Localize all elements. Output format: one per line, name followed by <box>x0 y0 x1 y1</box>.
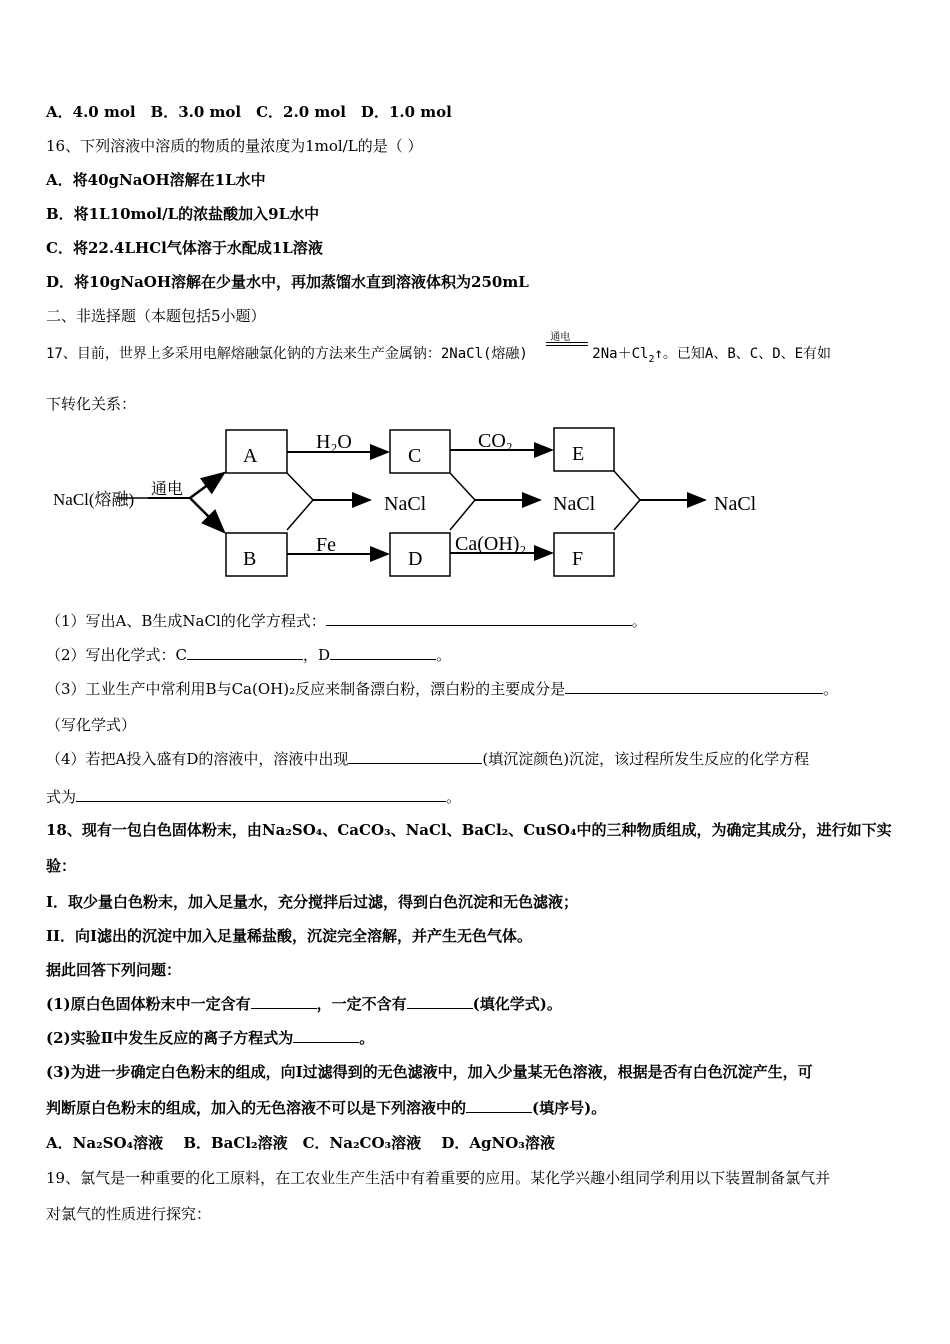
q18-step1: I．取少量白色粉末，加入足量水，充分搅拌后过滤，得到白色沉淀和无色滤液； <box>46 893 579 911</box>
q17-part4-cont <box>46 787 461 807</box>
q16-option-c: C．将22.4LHCl气体溶于水配成1L溶液 <box>46 239 323 257</box>
q18-p2-text: (2)实验Ⅱ中发生反应的离子方程式为 <box>46 1029 294 1047</box>
start-condition: 通电 <box>151 481 184 498</box>
q18-part2 <box>46 1028 374 1048</box>
answer-blank[interactable] <box>565 679 823 694</box>
answer-blank-color[interactable] <box>348 749 482 764</box>
product-nacl-3: NaCl <box>714 493 757 515</box>
q18-p3-text-2: (填序号)。 <box>532 1099 607 1117</box>
answer-blank[interactable] <box>251 994 317 1009</box>
answer-blank-c[interactable] <box>187 645 303 660</box>
reaction-condition <box>536 332 592 364</box>
q17-stem-text: 17、目前，世界上多采用电解熔融氯化钠的方法来生产金属钠：2NaCl(熔融) <box>46 346 528 362</box>
q18-p1-text-2: ，一定不含有 <box>316 995 407 1013</box>
q17-p4-text: （4）若把A投入盛有D的溶液中，溶液中出现 <box>46 750 349 768</box>
q18-part3: (3)为进一步确定白色粉末的组成，向Ⅰ过滤得到的无色滤液中，加入少量某无色溶液，根据是否有白色沉淀产生，可 <box>46 1063 813 1081</box>
q17-products: 2Na＋Cl <box>592 346 649 362</box>
label-e: E <box>572 443 585 465</box>
answer-blank-d[interactable] <box>330 645 436 660</box>
product-nacl-2: NaCl <box>553 493 596 515</box>
product-nacl-1: NaCl <box>384 493 427 515</box>
q17-part1 <box>46 611 647 631</box>
condition-label: 通电 <box>550 332 571 343</box>
q16-option-d: D．将10gNaOH溶解在少量水中，再加蒸馏水直到溶液体积为250mL <box>46 273 529 291</box>
reagent-co2: CO₂ <box>478 430 513 452</box>
q17-part2 <box>46 645 451 665</box>
q17-p2-text: （2）写出化学式：C <box>46 646 188 664</box>
q18-step2: II．向Ⅰ滤出的沉淀中加入足量稀盐酸，沉淀完全溶解，并产生无色气体。 <box>46 927 533 945</box>
label-d: D <box>408 548 423 570</box>
q18-p3-text: 判断原白色粉末的组成，加入的无色溶液不可以是下列溶液中的 <box>46 1099 467 1117</box>
q18-stem-2: 验： <box>46 857 77 875</box>
q16-option-b: B．将1L10mol/L的浓盐酸加入9L水中 <box>46 205 320 223</box>
q17-p1-text: （1）写出A、B生成NaCl的化学方程式： <box>46 612 326 630</box>
q15-options: A．4.0 mol B．3.0 mol C．2.0 mol D．1.0 mol <box>46 103 452 121</box>
q17-p2-text-d: ，D <box>303 646 331 664</box>
period: 。 <box>631 612 647 630</box>
box-b <box>226 533 287 576</box>
box-f <box>554 533 614 576</box>
q17-p4-text-3: 式为 <box>46 788 77 806</box>
answer-blank[interactable] <box>293 1028 359 1043</box>
period: 。 <box>436 646 452 664</box>
answer-blank[interactable] <box>466 1098 532 1113</box>
q19-stem-2: 对氯气的性质进行探究： <box>46 1205 212 1223</box>
reagent-h2o: H₂O <box>316 431 352 453</box>
q18-part1 <box>46 994 562 1014</box>
period: 。 <box>823 680 839 698</box>
subscript: 2 <box>648 353 655 365</box>
q17-stem <box>46 332 832 365</box>
q16-stem: 16、下列溶液中溶质的物质的量浓度为1mol/L的是（ ） <box>46 137 423 155</box>
label-b: B <box>243 548 257 570</box>
start-nacl: NaCl(熔融) <box>53 490 135 509</box>
conversion-diagram <box>0 420 800 590</box>
period: 。 <box>359 1029 375 1047</box>
answer-blank-equation[interactable] <box>76 787 446 802</box>
q17-part4 <box>46 749 809 769</box>
answer-blank[interactable] <box>407 994 473 1009</box>
label-f: F <box>572 548 584 570</box>
q17-stem-tail: ↑。已知A、B、C、D、E有如 <box>654 346 832 362</box>
reagent-caoh2: Ca(OH)₂ <box>455 533 527 555</box>
section-heading: 二、非选择题（本题包括5小题） <box>46 307 266 325</box>
q17-part3-note: （写化学式） <box>46 716 137 734</box>
period: 。 <box>446 788 462 806</box>
q18-p1-text: (1)原白色固体粉末中一定含有 <box>46 995 251 1013</box>
reagent-fe: Fe <box>316 534 336 556</box>
q19-stem: 19、氯气是一种重要的化工原料，在工农业生产生活中有着重要的应用。某化学兴趣小组同学利用以下装置制备氯气并 <box>46 1169 831 1187</box>
q16-option-a: A．将40gNaOH溶解在1L水中 <box>46 171 266 189</box>
label-a: A <box>243 445 258 467</box>
q18-options: A．Na₂SO₄溶液 B．BaCl₂溶液 C．Na₂CO₃溶液 D．AgNO₃溶液 <box>46 1134 555 1152</box>
q18-p1-text-3: (填化学式)。 <box>472 995 562 1013</box>
q17-p3-text: （3）工业生产中常利用B与Ca(OH)₂反应来制备漂白粉，漂白粉的主要成分是 <box>46 680 566 698</box>
label-c: C <box>408 445 422 467</box>
q18-part3-cont <box>46 1098 606 1118</box>
q17-part3 <box>46 679 838 699</box>
q18-stem: 18、现有一包白色固体粉末，由Na₂SO₄、CaCO₃、NaCl、BaCl₂、CuSO₄中的三种物质组成，为确定其成分，进行如下实 <box>46 821 892 839</box>
q17-stem-2: 下转化关系： <box>46 395 137 413</box>
q18-ask: 据此回答下列问题： <box>46 961 182 979</box>
answer-blank[interactable] <box>326 611 632 626</box>
q17-p4-text-2: (填沉淀颜色)沉淀，该过程所发生反应的化学方程 <box>482 750 810 768</box>
